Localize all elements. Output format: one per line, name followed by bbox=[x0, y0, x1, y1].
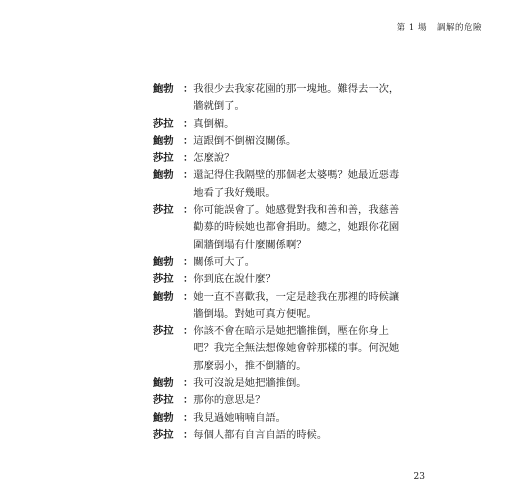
dialogue-text: 怎麼說？ bbox=[193, 152, 235, 165]
speaker-name: 莎拉 bbox=[153, 152, 174, 165]
speaker-colon: ： bbox=[183, 411, 194, 424]
dialogue-line bbox=[153, 133, 403, 150]
dialogue-text: 我很少去我家花園的那一塊地。難得去一次，牆就倒了。 bbox=[193, 83, 400, 113]
speaker-name: 鮑勃 bbox=[153, 411, 174, 424]
running-header bbox=[397, 21, 482, 33]
speaker-name: 莎拉 bbox=[153, 204, 174, 217]
dialogue-text: 你可能誤會了。她感覺對我和善和善，我慈善勸募的時候她也都會捐助。總之，她跟你花園圍牆倒塌有什麼關係啊？ bbox=[193, 204, 400, 251]
speaker-colon: ： bbox=[183, 204, 194, 217]
dialogue-line bbox=[153, 167, 403, 202]
dialogue-text: 那你的意思是？ bbox=[193, 394, 266, 407]
dialogue-line bbox=[153, 375, 403, 392]
dialogue-text: 還記得住我隔壁的那個老太婆嗎？她最近惡毒地看了我好幾眼。 bbox=[193, 169, 400, 199]
speaker-name: 鮑勃 bbox=[153, 134, 174, 147]
dialogue-text: 關係可大了。 bbox=[193, 255, 256, 268]
dialogue-line bbox=[153, 150, 403, 167]
speaker-colon: ： bbox=[183, 169, 194, 182]
dialogue-text: 每個人都有自言自語的時候。 bbox=[193, 428, 328, 441]
dialogue-line bbox=[153, 254, 403, 271]
speaker-name: 鮑勃 bbox=[153, 290, 174, 303]
speaker-name: 鮑勃 bbox=[153, 377, 174, 390]
dialogue-text: 你該不會在暗示是她把牆推倒，壓在你身上吧？我完全無法想像她會幹那樣的事。何況她那麼弱小，推不倒牆的。 bbox=[193, 325, 400, 372]
dialogue-line bbox=[153, 271, 403, 288]
speaker-colon: ： bbox=[183, 290, 194, 303]
dialogue-text: 我可沒說是她把牆推倒。 bbox=[193, 377, 307, 390]
speaker-colon: ： bbox=[183, 117, 194, 130]
dialogue-text: 她一直不喜歡我，一定是趁我在那裡的時候讓牆倒塌。對她可真方便呢。 bbox=[193, 290, 400, 320]
speaker-colon: ： bbox=[183, 134, 194, 147]
speaker-name: 莎拉 bbox=[153, 273, 174, 286]
speaker-name: 鮑勃 bbox=[153, 83, 174, 95]
speaker-colon: ： bbox=[183, 152, 194, 165]
dialogue-line bbox=[153, 323, 403, 375]
speaker-name: 鮑勃 bbox=[153, 255, 174, 268]
speaker-name: 鮑勃 bbox=[153, 169, 174, 182]
dialogue-line bbox=[153, 81, 403, 116]
dialogue-block bbox=[153, 81, 403, 444]
speaker-name: 莎拉 bbox=[153, 117, 174, 130]
dialogue-line bbox=[153, 116, 403, 133]
dialogue-line bbox=[153, 410, 403, 427]
dialogue-text: 我見過她喃喃自語。 bbox=[193, 411, 286, 424]
dialogue-line bbox=[153, 427, 403, 444]
speaker-colon: ： bbox=[183, 428, 194, 441]
speaker-name: 莎拉 bbox=[153, 428, 174, 441]
page-number: 23 bbox=[413, 472, 425, 482]
chapter-label: 第 1 場 bbox=[396, 23, 427, 33]
speaker-name: 莎拉 bbox=[153, 394, 174, 407]
chapter-title: 調解的危險 bbox=[436, 23, 482, 33]
speaker-name: 莎拉 bbox=[153, 325, 174, 338]
dialogue-line bbox=[153, 202, 403, 254]
dialogue-text: 你到底在說什麼？ bbox=[193, 273, 276, 286]
speaker-colon: ： bbox=[183, 273, 194, 286]
dialogue-text: 這跟倒不倒楣沒關係。 bbox=[193, 134, 297, 147]
dialogue-text: 真倒楣。 bbox=[193, 117, 235, 130]
speaker-colon: ： bbox=[183, 83, 194, 95]
speaker-colon: ： bbox=[183, 377, 194, 390]
speaker-colon: ： bbox=[183, 325, 194, 338]
speaker-colon: ： bbox=[183, 394, 194, 407]
dialogue-line bbox=[153, 289, 403, 324]
speaker-colon: ： bbox=[183, 255, 194, 268]
dialogue-line bbox=[153, 392, 403, 409]
